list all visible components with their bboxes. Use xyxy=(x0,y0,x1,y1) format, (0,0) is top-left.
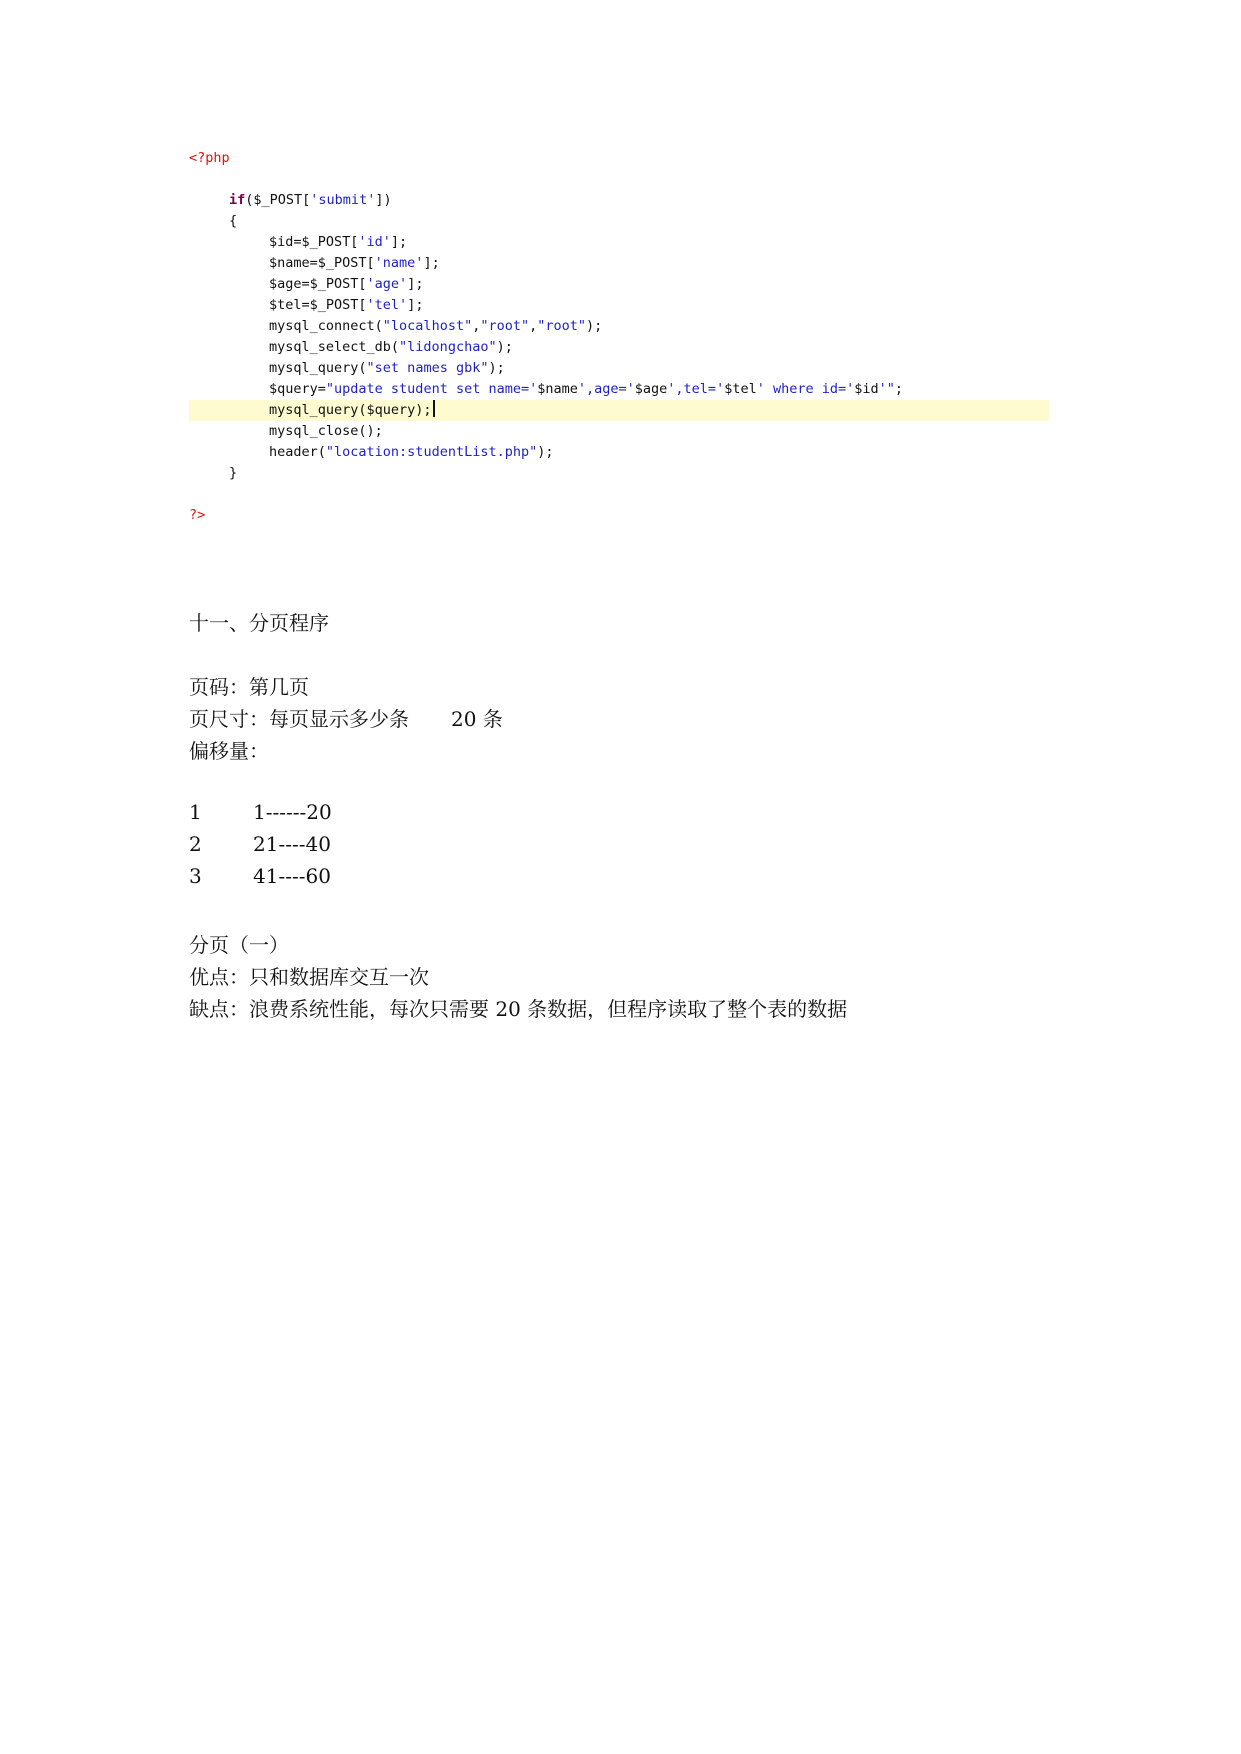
code-text: $age=$_POST[ xyxy=(269,276,367,292)
section-title: 十一、分页程序 xyxy=(189,611,329,635)
code-string: ',age=' xyxy=(577,381,635,397)
code-line xyxy=(269,337,513,358)
range-value: 1------20 xyxy=(253,800,332,824)
code-text: mysql_query($query); xyxy=(269,402,432,418)
code-line xyxy=(189,148,230,169)
code-text: ); xyxy=(537,444,554,460)
page-size-definition xyxy=(189,703,503,732)
code-line xyxy=(269,295,423,316)
code-line xyxy=(269,379,903,400)
code-text: ]) xyxy=(375,192,392,208)
code-line xyxy=(229,190,392,211)
page-number-definition: 页码：第几页 xyxy=(189,675,309,699)
code-string: '" xyxy=(878,381,895,397)
code-text: mysql_close(); xyxy=(269,423,383,439)
code-keyword: if xyxy=(229,192,246,208)
code-line xyxy=(229,463,237,484)
code-string: ',tel=' xyxy=(667,381,725,397)
code-string: ' where id=' xyxy=(756,381,855,397)
code-text: $tel xyxy=(724,381,757,397)
code-text: $id=$_POST[ xyxy=(269,234,359,250)
code-text: $age xyxy=(634,381,668,397)
code-text: $query= xyxy=(269,381,326,397)
code-string: 'age' xyxy=(366,276,408,292)
code-line xyxy=(269,274,423,295)
page-size-value: 20 条 xyxy=(451,707,503,731)
code-text: ($_POST[ xyxy=(245,192,311,208)
code-string: "lidongchao" xyxy=(399,339,497,355)
code-text: , xyxy=(529,318,538,334)
paging-one-pros: 优点：只和数据库交互一次 xyxy=(189,965,429,989)
code-text: ; xyxy=(894,381,904,397)
php-close-tag: ?> xyxy=(189,507,206,523)
text-cursor xyxy=(433,400,435,417)
code-string: "update student set name=' xyxy=(325,381,538,397)
code-text: ]; xyxy=(407,276,424,292)
code-line xyxy=(269,316,602,337)
range-value: 21----40 xyxy=(253,832,331,856)
code-string: "root" xyxy=(480,318,530,334)
code-line xyxy=(189,505,205,526)
code-text: ]; xyxy=(407,297,424,313)
code-line xyxy=(269,358,505,379)
code-line xyxy=(269,232,407,253)
code-text: ); xyxy=(488,360,505,376)
code-string: "set names gbk" xyxy=(366,360,489,376)
code-text: { xyxy=(229,213,238,229)
code-line xyxy=(229,211,237,232)
code-text: mysql_select_db( xyxy=(269,339,400,355)
code-text: } xyxy=(229,465,238,481)
page-size-label: 页尺寸：每页显示多少条 xyxy=(189,707,409,731)
range-page: 3 xyxy=(189,864,202,888)
code-string: "root" xyxy=(537,318,587,334)
offset-definition: 偏移量： xyxy=(189,739,269,763)
code-text: $id xyxy=(854,381,879,397)
code-line xyxy=(269,442,554,463)
code-string: 'name' xyxy=(374,255,424,271)
paging-one-cons: 缺点：浪费系统性能，每次只需要 20 条数据，但程序读取了整个表的数据 xyxy=(189,997,848,1021)
code-text: ); xyxy=(496,339,513,355)
code-text: ]; xyxy=(423,255,440,271)
code-text: mysql_query( xyxy=(269,360,367,376)
code-text: header( xyxy=(269,444,326,460)
code-text: $name xyxy=(537,381,578,397)
range-value: 41----60 xyxy=(253,864,331,888)
range-page: 2 xyxy=(189,832,202,856)
code-string: "localhost" xyxy=(382,318,473,334)
code-string: 'id' xyxy=(358,234,391,250)
code-text: ); xyxy=(586,318,603,334)
code-text: mysql_connect( xyxy=(269,318,383,334)
code-string: "location:studentList.php" xyxy=(325,444,538,460)
code-line xyxy=(269,421,383,442)
code-string: 'tel' xyxy=(366,297,408,313)
code-line xyxy=(269,400,435,421)
code-line xyxy=(269,253,440,274)
code-string: 'submit' xyxy=(310,192,376,208)
code-text: , xyxy=(472,318,481,334)
code-text: $tel=$_POST[ xyxy=(269,297,367,313)
code-text: ]; xyxy=(390,234,408,250)
php-open-tag: <?php xyxy=(189,150,230,166)
range-page: 1 xyxy=(189,800,202,824)
code-text: $name=$_POST[ xyxy=(269,255,375,271)
paging-one-title: 分页（一） xyxy=(189,933,289,957)
